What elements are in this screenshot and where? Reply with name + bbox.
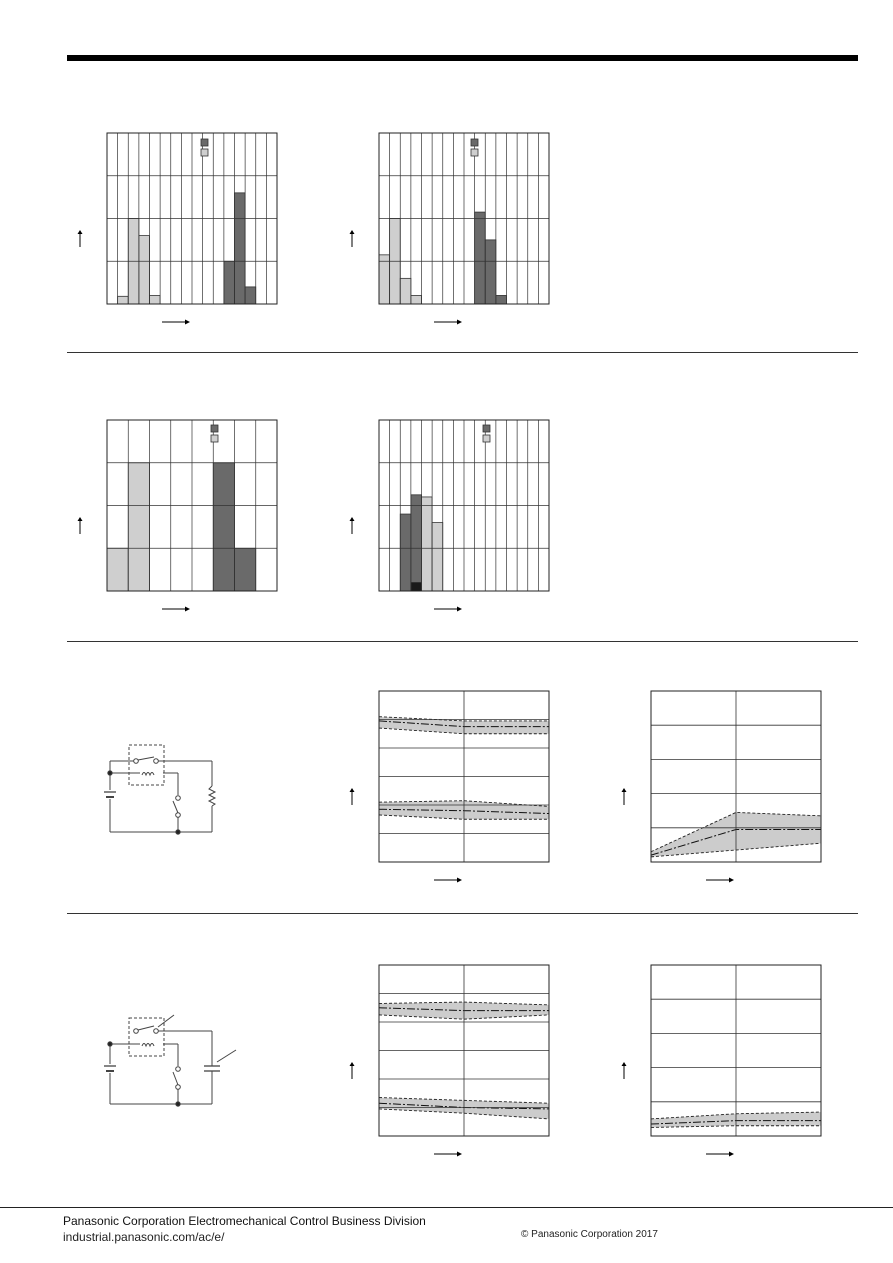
legend-swatch-light (201, 149, 208, 156)
leader-line (217, 1050, 236, 1062)
legend-swatch-light (471, 149, 478, 156)
footer-company: Panasonic Corporation Electromechanical Control Business Division (63, 1214, 426, 1228)
characteristic-chart-2 (651, 691, 821, 862)
contact-terminal (154, 759, 159, 764)
bar (485, 240, 496, 304)
bar (235, 193, 246, 304)
legend-swatch-light (211, 435, 218, 442)
bar (107, 548, 128, 591)
legend-swatch-dark (471, 139, 478, 146)
coil-icon (142, 1044, 154, 1047)
bar (139, 236, 150, 304)
footer-copyright: © Panasonic Corporation 2017 (521, 1229, 658, 1240)
bar (411, 582, 422, 591)
histogram-chart-1 (107, 133, 277, 304)
bar (224, 261, 235, 304)
bar (213, 463, 234, 591)
relay-box (129, 1018, 164, 1056)
legend-swatch-dark (201, 139, 208, 146)
switch-icon (173, 801, 178, 813)
y-axis-arrowhead (78, 230, 83, 234)
bar (118, 296, 129, 304)
y-axis-arrowhead (78, 517, 83, 521)
test-circuit-diagram-1 (104, 745, 215, 834)
bar (150, 295, 161, 304)
legend-swatch-dark (211, 425, 218, 432)
histogram-chart-3 (107, 420, 277, 591)
y-axis-arrowhead (350, 1062, 355, 1066)
characteristic-chart-4 (651, 965, 821, 1136)
x-axis-arrowhead (457, 607, 462, 612)
characteristic-chart-1 (379, 691, 549, 862)
y-axis-arrowhead (350, 230, 355, 234)
y-axis-arrowhead (350, 517, 355, 521)
test-circuit-diagram-2 (104, 1015, 236, 1106)
bar (400, 278, 411, 304)
relay-box (129, 745, 164, 785)
characteristic-chart-3 (379, 965, 549, 1136)
switch-terminal (176, 813, 181, 818)
resistor-icon (209, 786, 215, 806)
x-axis-arrowhead (729, 878, 734, 883)
switch-icon (173, 1072, 178, 1085)
x-axis-arrowhead (457, 878, 462, 883)
histogram-chart-2 (379, 133, 549, 304)
contact-terminal (134, 759, 139, 764)
bar (411, 495, 422, 591)
bar (432, 523, 443, 591)
x-axis-arrowhead (457, 320, 462, 325)
axis-arrows (78, 230, 735, 1156)
y-axis-arrowhead (622, 788, 627, 792)
relay-contact (138, 757, 154, 760)
x-axis-arrowhead (729, 1152, 734, 1157)
bar (379, 255, 390, 304)
x-axis-arrowhead (185, 607, 190, 612)
histogram-chart-4 (379, 420, 549, 591)
bar (422, 497, 433, 591)
x-axis-arrowhead (457, 1152, 462, 1157)
coil-icon (142, 773, 154, 776)
legend-swatch-light (483, 435, 490, 442)
y-axis-arrowhead (622, 1062, 627, 1066)
bar (235, 548, 256, 591)
relay-contact (138, 1026, 154, 1030)
bar (128, 463, 149, 591)
x-axis-arrowhead (185, 320, 190, 325)
bar (496, 295, 507, 304)
y-axis-arrowhead (350, 788, 355, 792)
bar (475, 212, 486, 304)
footer-rule (0, 1207, 893, 1208)
legend-swatch-dark (483, 425, 490, 432)
leader-line (158, 1015, 174, 1027)
bar (411, 295, 422, 304)
bar (245, 287, 256, 304)
footer-url-link[interactable]: industrial.panasonic.com/ac/e/ (63, 1230, 225, 1244)
switch-terminal (176, 796, 181, 801)
bar (400, 514, 411, 591)
